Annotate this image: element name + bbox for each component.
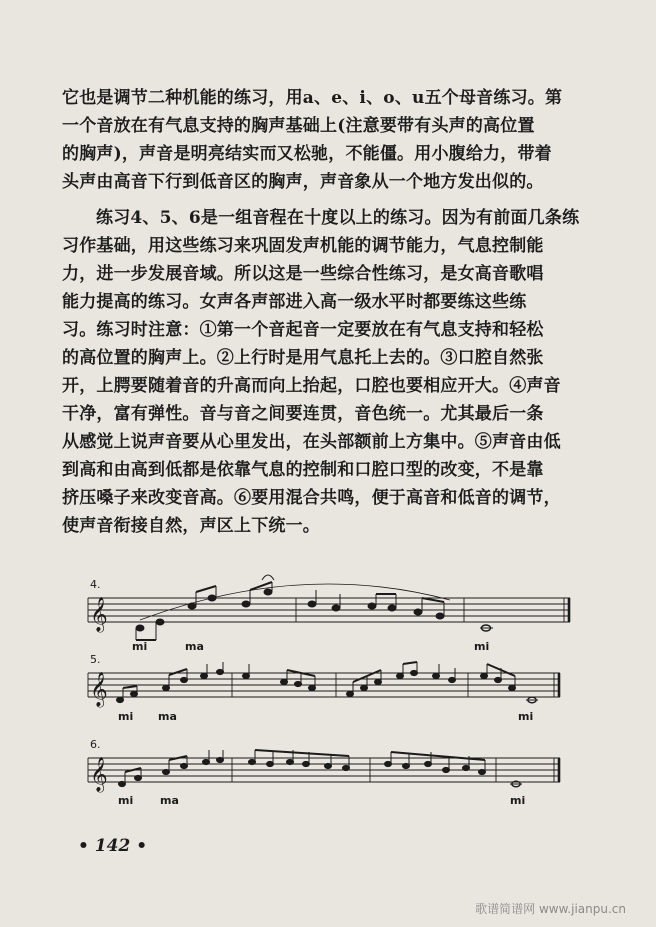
- text-line: 干净，富有弹性。音与音之间要连贯，音色统一。尤其最后一条: [62, 404, 544, 424]
- page-number: • 142 •: [78, 836, 148, 856]
- lyric-syllable: mi: [118, 794, 134, 807]
- text-line: 力，进一步发展音域。所以这是一些综合性练习，是女高音歌唱: [62, 264, 544, 284]
- exercise-6: [88, 738, 560, 807]
- lyric-syllable: mi: [510, 794, 526, 807]
- lyric-syllable: mi: [474, 640, 490, 653]
- lyric-syllable: mi: [518, 710, 534, 723]
- exercise-number: 6.: [90, 738, 101, 751]
- text-line: 能力提高的练习。女声各声部进入高一级水平时都要练这些练: [62, 292, 527, 312]
- exercise-5: [88, 653, 560, 723]
- lyric-syllable: mi: [132, 640, 148, 653]
- treble-clef-icon: 𝄞: [90, 597, 108, 632]
- text-line: 的胸声)，声音是明亮结实而又松驰，不能僵。用小腹给力，带着: [62, 144, 552, 164]
- treble-clef-icon: 𝄞: [90, 757, 108, 792]
- treble-clef-icon: 𝄞: [90, 672, 108, 707]
- text-line: 习。练习时注意：①第一个音起音一定要放在有气息支持和轻松: [62, 320, 544, 340]
- notes: [136, 575, 493, 640]
- notes: [119, 750, 523, 787]
- text-line: 它也是调节二种机能的练习，用a、e、i、o、u五个母音练习。第: [62, 88, 563, 108]
- watermark: 歌谱简谱网 www.jianpu.cn: [475, 902, 626, 916]
- text-line: 挤压嗓子来改变音高。⑥要用混合共鸣，便于高音和低音的调节，: [62, 488, 561, 508]
- text-line: 头声由高音下行到低音区的胸声，声音象从一个地方发出似的。: [62, 172, 544, 192]
- text-line: 使声音衔接自然，声区上下统一。: [62, 516, 320, 536]
- lyric-syllable: mi: [118, 710, 134, 723]
- staff: [88, 598, 570, 622]
- text-line: 习作基础，用这些练习来巩固发声机能的调节能力，气息控制能: [62, 236, 544, 256]
- lyric-syllable: ma: [158, 710, 177, 723]
- lyric-syllable: ma: [185, 640, 204, 653]
- exercise-4: [88, 575, 570, 653]
- exercise-number: 5.: [90, 653, 101, 666]
- text-line: 到高和由高到低都是依靠气息的控制和口腔口型的改变，不是靠: [62, 460, 544, 480]
- staff: [88, 758, 560, 782]
- text-line: 的高位置的胸声上。②上行时是用气息托上去的。③口腔自然张: [62, 348, 544, 368]
- text-line: 一个音放在有气息支持的胸声基础上(注意要带有头声的高位置: [62, 116, 535, 136]
- text-line: 从感觉上说声音要从心里发出，在头部额前上方集中。⑤声音由低: [62, 432, 561, 452]
- exercise-number: 4.: [90, 578, 101, 591]
- lyric-syllable: ma: [160, 794, 179, 807]
- staff: [88, 673, 560, 697]
- text-line: 练习4、5、6是一组音程在十度以上的练习。因为有前面几条练: [96, 208, 580, 228]
- text-line: 开，上腭要随着音的升高而向上抬起，口腔也要相应开大。④声音: [62, 376, 561, 396]
